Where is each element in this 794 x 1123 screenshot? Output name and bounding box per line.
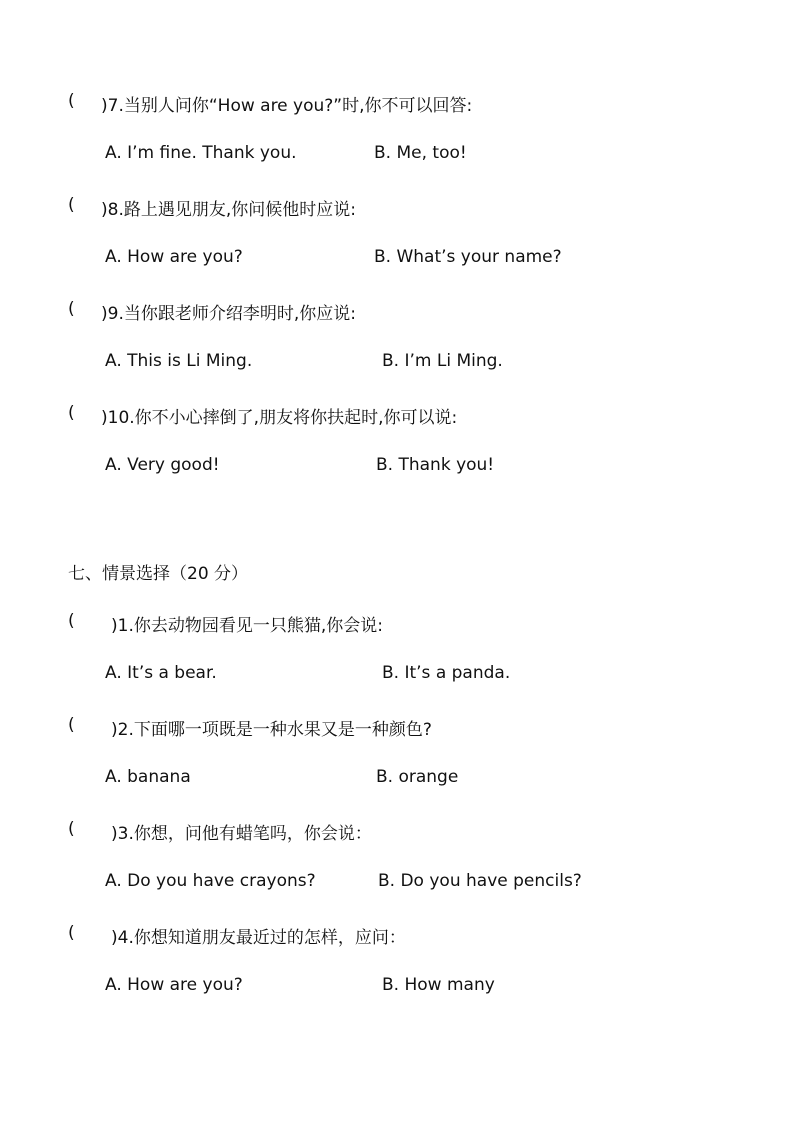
answer-paren-open: ( — [68, 715, 75, 735]
question-text: )1.你去动物园看见一只熊猫,你会说: — [111, 616, 383, 636]
option-b: B. It’s a panda. — [382, 663, 511, 683]
option-b: B. orange — [376, 767, 459, 787]
option-a: A. How are you? — [105, 247, 243, 267]
option-b: B. How many — [382, 975, 495, 995]
option-b: B. What’s your name? — [374, 247, 562, 267]
option-b: B. Do you have pencils? — [378, 871, 582, 891]
option-a: A. How are you? — [105, 975, 243, 995]
question-text: )4.你想知道朋友最近过的怎样，应问： — [111, 928, 406, 948]
option-a: A. I’m fine. Thank you. — [105, 143, 297, 163]
question-text: )7.当别人问你“How are you?”时,你不可以回答: — [101, 96, 473, 116]
section-title: 七、情景选择（20 分） — [68, 564, 249, 584]
option-a: A. Do you have crayons? — [105, 871, 316, 891]
option-a: A. Very good! — [105, 455, 220, 475]
answer-paren-open: ( — [68, 923, 75, 943]
answer-paren-open: ( — [68, 299, 75, 319]
option-a: A. This is Li Ming. — [105, 351, 253, 371]
question-text: )10.你不小心摔倒了,朋友将你扶起时,你可以说: — [101, 408, 458, 428]
answer-paren-open: ( — [68, 91, 75, 111]
option-b: B. Thank you! — [376, 455, 495, 475]
answer-paren-open: ( — [68, 819, 75, 839]
option-b: B. I’m Li Ming. — [382, 351, 503, 371]
question-text: )3.你想，问他有蜡笔吗，你会说： — [111, 824, 372, 844]
answer-paren-open: ( — [68, 403, 75, 423]
option-a: A. It’s a bear. — [105, 663, 217, 683]
answer-paren-open: ( — [68, 611, 75, 631]
option-a: A. banana — [105, 767, 191, 787]
answer-paren-open: ( — [68, 195, 75, 215]
question-text: )9.当你跟老师介绍李明时,你应说: — [101, 304, 356, 324]
option-b: B. Me, too! — [374, 143, 467, 163]
question-text: )2.下面哪一项既是一种水果又是一种颜色? — [111, 720, 432, 740]
question-text: )8.路上遇见朋友,你问候他时应说: — [101, 200, 356, 220]
